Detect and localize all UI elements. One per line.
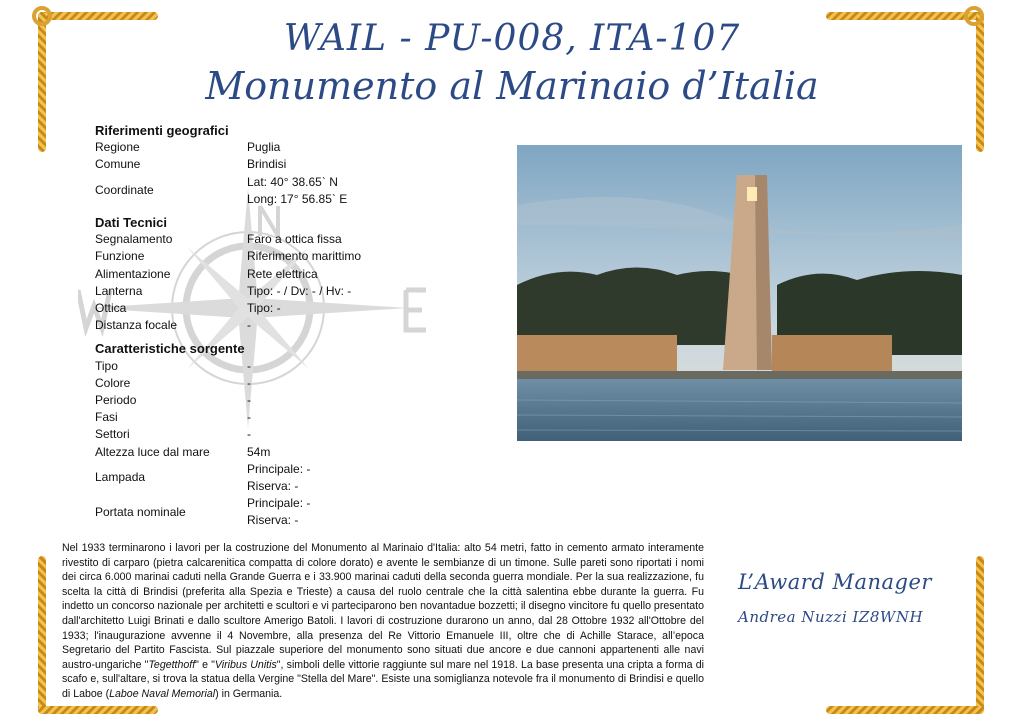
info-value: - (247, 358, 251, 373)
info-table (95, 118, 415, 530)
info-row (95, 300, 415, 317)
info-row-range (95, 495, 415, 529)
info-key: Funzione (95, 249, 145, 264)
info-key: Ottica (95, 301, 127, 316)
section-heading-geo: Riferimenti geografici (95, 123, 229, 138)
info-key: Regione (95, 140, 140, 155)
ship-name: Tegetthoff (148, 658, 196, 671)
info-row-coordinates (95, 174, 415, 208)
info-row (95, 409, 415, 426)
info-key: Alimentazione (95, 266, 171, 281)
info-value: - (247, 318, 251, 333)
info-value: - (247, 427, 251, 442)
page-subtitle: Monumento al Marinaio d’Italia (205, 64, 819, 108)
lamp-reserve: Riserva: - (247, 479, 299, 494)
laboe-memorial-name: Laboe Naval Memorial (109, 687, 216, 700)
info-key: Comune (95, 157, 141, 172)
info-row (95, 392, 415, 409)
info-key: Fasi (95, 410, 118, 425)
info-row (95, 444, 415, 461)
coordinate-long: Long: 17° 56.85` E (247, 191, 348, 206)
award-manager-name: Andrea Nuzzi IZ8WNH (738, 608, 924, 626)
description-part: " e " (195, 658, 215, 671)
award-manager-title: L’Award Manager (738, 570, 932, 594)
range-primary: Principale: - (247, 496, 311, 511)
info-key: Periodo (95, 393, 137, 408)
info-row (95, 283, 415, 300)
info-value: Tipo: - (247, 301, 281, 316)
info-key: Colore (95, 375, 131, 390)
monument-photo (517, 145, 962, 441)
info-value: Puglia (247, 140, 281, 155)
info-key: Lanterna (95, 283, 143, 298)
info-row (95, 375, 415, 392)
description-text (62, 541, 704, 702)
info-key: Portata nominale (95, 504, 186, 519)
info-key: Altezza luce dal mare (95, 444, 210, 459)
description-part: ", simboli delle vittorie raggiunte sul mare nel 1918. La base presenta una cripta a forma di scafo e, sull'altare, si trova la statua della Vergine "Stella del Mare". Esiste una somiglianza notevole fra il monumento di Brindisi e quello di Laboe ( (62, 658, 704, 700)
info-key: Coordinate (95, 183, 154, 198)
section-heading-tech: Dati Tecnici (95, 215, 168, 231)
info-key: Distanza focale (95, 318, 178, 333)
info-key: Lampada (95, 470, 146, 485)
info-row (95, 248, 415, 265)
info-value: Tipo: - / Dv: - / Hv: - (247, 283, 352, 298)
section-heading-source: Caratteristiche sorgente (95, 341, 245, 357)
info-row (95, 358, 415, 375)
info-value: Rete elettrica (247, 266, 318, 281)
info-value: - (247, 393, 251, 408)
lamp-primary: Principale: - (247, 461, 311, 476)
info-key: Settori (95, 427, 130, 442)
info-value: - (247, 375, 251, 390)
info-row (95, 426, 415, 443)
info-value: - (247, 410, 251, 425)
range-reserve: Riserva: - (247, 513, 299, 528)
info-row (95, 266, 415, 283)
coordinate-lat: Lat: 40° 38.65` N (247, 174, 338, 189)
info-row (95, 139, 415, 156)
description-part: ) in Germania. (215, 687, 283, 700)
info-row (95, 156, 415, 173)
ship-name: Viribus Unitis (214, 658, 277, 671)
info-row (95, 317, 415, 334)
info-value: 54m (247, 444, 271, 459)
info-value: Riferimento marittimo (247, 249, 362, 264)
description-part: Nel 1933 terminarono i lavori per la costruzione del Monumento al Marinaio d'Italia: alto 54 metri, fatto in cemento armato interamente rivestito di carparo (pietra calcarenitica compatta di colore dorato) e avente le sembianze di un timone. Sulle pareti sono riportati i nomi dei circa 6.000 marinai caduti nella Grande Guerra e i 33.900 marinai caduti della seconda guerra mondiale. Per la sua realizzazione, fu scelta la città di Brindisi (preferita alla Spezia e Trieste) a causa del ruolo centrale che la città salentina ebbe durante la guerra. Fu indetto un concorso nazionale per architetti e scultori e vi parteciparono ben novantadue bozzetti; il disegno vincitore fu quello presentato dall'architetto Luigi Brinati e dallo scultore Amerigo Batoli. I lavori di costruzione durarono un anno, dal 28 Ottobre 1932 all'Ottobre del 1933; l'inaugurazione avvenne il 4 Novembre, alla presenza del Re Vittorio Emanuele III, oltre che di Achille Starace, all’epoca Segretario del Partito Fascista. Sul piazzale superiore del monumento sono situati due ancore e due cannoni appartenenti alle navi austro-ungariche " (62, 542, 704, 671)
info-row-lamp (95, 461, 415, 495)
info-value: Faro a ottica fissa (247, 232, 342, 247)
info-row (95, 231, 415, 248)
page-title: WAIL - PU-008, ITA-107 (283, 18, 741, 59)
info-key: Tipo (95, 358, 118, 373)
info-value: Brindisi (247, 157, 287, 172)
info-key: Segnalamento (95, 232, 173, 247)
